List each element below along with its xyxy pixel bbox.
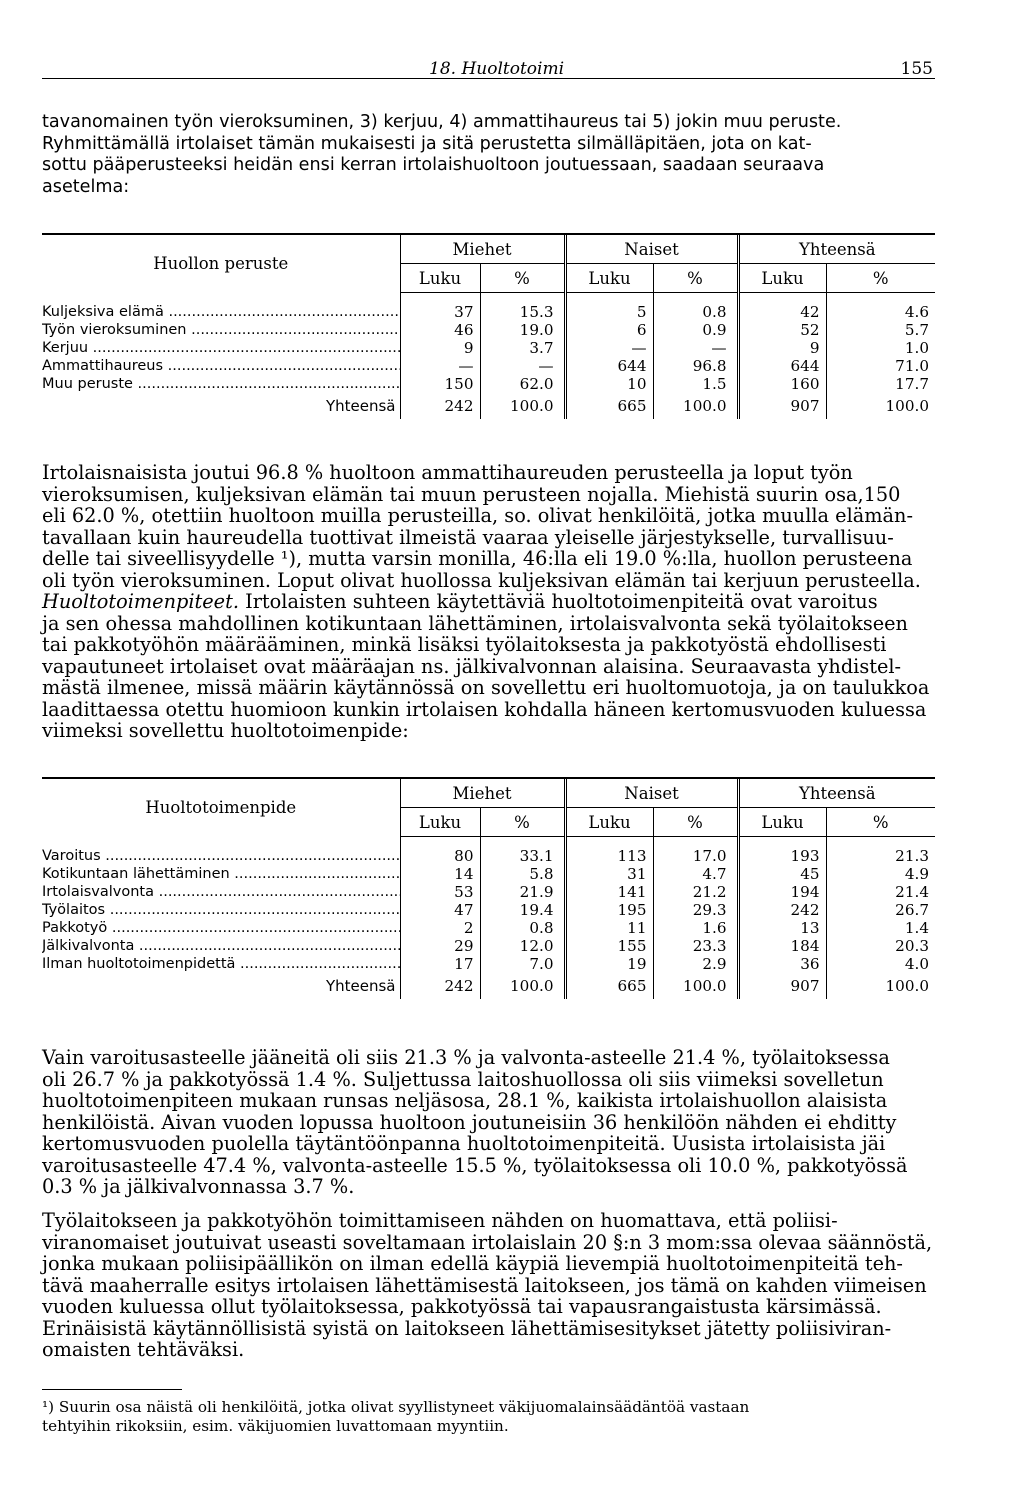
cell: 53 [400, 883, 480, 901]
stub-header: Huoltotoimenpide [42, 779, 400, 837]
chapter-title: 18. Huoltotoimi [429, 59, 565, 79]
row-label: Jälkivalvonta [42, 938, 135, 954]
cell: 13 [738, 919, 826, 937]
cell: 33.1 [480, 847, 565, 865]
cell: 184 [738, 937, 826, 955]
cell: 3.7 [480, 339, 565, 357]
row-label: Ilman huoltotoimenpidettä [42, 956, 236, 972]
paragraph-women-men: Irtolaisnaisista joutui 96.8 % huoltoon ammattihaureuden perusteella ja loput työn vieroksumisen, kuljeksivan elämän tai muun perusteen nojalla. Miehistä suurin osa,150 eli 62.0 %, otettiin huoltoon muilla perusteilla, so. olivat henkilöitä, jotka muulla elämän- tavallaan kuin haureudella tuottivat ilmeistä vaaraa yleiselle järjestykselle, turvallisuu- delle tai siveellisyydelle ¹), mutta varsin monilla, 46:lla eli 19.0 %:lla, huollon perusteena oli työn vieroksuminen. Loput olivat huollossa kuljeksivan elämän tai kerjuun perusteella. [42, 461, 921, 592]
cell: — [565, 339, 653, 357]
group-header-women: Naiset [565, 779, 738, 808]
cell: 96.8 [653, 357, 738, 375]
cell: 45 [738, 865, 826, 883]
cell: 242 [738, 901, 826, 919]
cell: 195 [565, 901, 653, 919]
cell: 113 [565, 847, 653, 865]
cell: 100.0 [653, 973, 738, 999]
row-label: Irtolaisvalvonta [42, 884, 154, 900]
cell: 150 [400, 375, 480, 393]
stub-header: Huollon peruste [42, 235, 400, 293]
table-row [42, 901, 935, 919]
cell: — [653, 339, 738, 357]
cell: 242 [400, 393, 480, 419]
cell: 4.6 [904, 303, 929, 321]
table-row [42, 303, 935, 321]
cell: 160 [738, 375, 826, 393]
table-row [42, 937, 935, 955]
cell: 5 [565, 303, 653, 321]
column-header: Luku [400, 808, 480, 837]
cell: 12.0 [480, 937, 565, 955]
cell: 1.5 [653, 375, 738, 393]
cell: 665 [565, 393, 653, 419]
cell: 9 [738, 339, 826, 357]
cell: 52 [738, 321, 826, 339]
cell: 155 [565, 937, 653, 955]
column-header: % [653, 808, 738, 837]
footnote-divider [42, 1389, 182, 1390]
group-header-total: Yhteensä [738, 235, 935, 264]
cell: 100.0 [885, 977, 929, 995]
cell: 20.3 [895, 937, 929, 955]
cell: 21.9 [480, 883, 565, 901]
cell: 17 [400, 955, 480, 973]
paragraph-measure-shares: Vain varoitusasteelle jääneitä oli siis 21.3 % ja valvonta-asteelle 21.4 %, työlaitoksessa oli 26.7 % ja pakkotyössä 1.4 %. Suljettussa laitoshuollossa oli siis viimeksi sovelletun huoltotoimenpiteen mukaan runsas neljäsosa, 28.1 %, kaikista irtolaishuollon alaisista henkilöistä. Aivan vuoden lopussa huoltoon joutuneisiin 36 henkilöön nähden ei ehditty kertomusvuoden puolella täytäntöönpanna huoltotoimenpiteitä. Uusista irtolaisista jäi varoitusasteelle 47.4 %, valvonta-asteelle 15.5 %, työlaitoksessa oli 10.0 %, pakkotyössä 0.3 % ja jälkivalvonnassa 3.7 %. [42, 1046, 908, 1198]
table-row [42, 883, 935, 901]
cell: 2 [400, 919, 480, 937]
cell: — [400, 357, 480, 375]
page-number: 155 [900, 59, 933, 79]
row-label: Työn vieroksuminen [42, 322, 187, 338]
intro-paragraph: tavanomainen työn vieroksuminen, 3) kerjuu, 4) ammattihaureus tai 5) jokin muu peruste. Ryhmittämällä irtolaiset tämän mukaisesti ja sitä perustetta silmälläpitäen, jota on kat- sottu pääperusteeksi heidän ensi kerran irtolaishuoltoon joutuessaan, saadaan seuraava asetelma: [42, 112, 842, 197]
paragraph-care-measures [42, 591, 935, 742]
cell: 1.6 [653, 919, 738, 937]
cell: 6 [565, 321, 653, 339]
cell: 100.0 [480, 393, 565, 419]
total-row [42, 973, 935, 999]
cell: 26.7 [895, 901, 929, 919]
cell: 37 [400, 303, 480, 321]
cell: 19.4 [480, 901, 565, 919]
group-header-women: Naiset [565, 235, 738, 264]
row-label: Muu peruste [42, 376, 133, 392]
cell: 644 [738, 357, 826, 375]
paragraph-text: Irtolaisten suhteen käytettäviä huoltotoimenpiteitä ovat varoitus ja sen ohessa mahdollinen kotikuntaan lähettäminen, irtolaisvalvonta sekä työlaitokseen tai pakkotyöhön määrääminen, minkä lisäksi työlaitoksesta ja pakkotyöstä ehdollisesti vapautuneet irtolaiset ovat määräajan ns. jälkivalvonnan alaisina. Seuraavasta yhdistel- mästä ilmenee, missä määrin käytännössä on sovellettu eri huoltomuotoja, ja on taulukkoa laadittaessa otettu huomioon kunkin irtolaisen kohdalla häneen kertomusvuoden kuluessa viimeksi sovellettu huoltotoimenpide: [42, 590, 930, 742]
cell: 10 [565, 375, 653, 393]
row-label: Pakkotyö [42, 920, 108, 936]
cell: 100.0 [653, 393, 738, 419]
cell: 42 [738, 303, 826, 321]
table-row [42, 919, 935, 937]
cell: 100.0 [480, 973, 565, 999]
cell: 19 [565, 955, 653, 973]
cell: 62.0 [480, 375, 565, 393]
column-header: Luku [565, 808, 653, 837]
cell: 0.8 [480, 919, 565, 937]
cell: 0.9 [653, 321, 738, 339]
column-header: Luku [738, 808, 826, 837]
column-header: Luku [565, 264, 653, 293]
running-head [42, 58, 935, 79]
cell: 21.3 [895, 847, 929, 865]
table-row [42, 339, 935, 357]
cell: 21.2 [653, 883, 738, 901]
cell: 194 [738, 883, 826, 901]
column-header: % [480, 264, 565, 293]
group-header-men: Miehet [400, 779, 565, 808]
total-row [42, 393, 935, 419]
cell: 5.8 [480, 865, 565, 883]
cell: 242 [400, 973, 480, 999]
cell: 15.3 [480, 303, 565, 321]
row-label: Kuljeksiva elämä [42, 304, 164, 320]
cell: 80 [400, 847, 480, 865]
cell: 17.0 [653, 847, 738, 865]
cell: 0.8 [653, 303, 738, 321]
cell: 21.4 [895, 883, 929, 901]
section-heading: Huoltotoimenpiteet. [42, 590, 239, 613]
cell: 11 [565, 919, 653, 937]
cell: 7.0 [480, 955, 565, 973]
total-label: Yhteensä [42, 973, 400, 999]
column-header: Luku [738, 264, 826, 293]
group-header-total: Yhteensä [738, 779, 935, 808]
cell: 1.0 [904, 339, 929, 357]
cell: 23.3 [653, 937, 738, 955]
row-label: Työlaitos [42, 902, 106, 918]
footnote: ¹) Suurin osa näistä oli henkilöitä, jotka olivat syyllistyneet väkijuomalainsäädäntöä vastaan tehtyihin rikoksiin, esim. väkijuomien luvattomaan myyntiin. [42, 1398, 750, 1435]
column-header: % [826, 264, 935, 293]
cell: 17.7 [895, 375, 929, 393]
cell: 29 [400, 937, 480, 955]
cell: — [480, 357, 565, 375]
cell: 71.0 [895, 357, 929, 375]
cell: 46 [400, 321, 480, 339]
cell: 29.3 [653, 901, 738, 919]
row-label: Varoitus [42, 848, 101, 864]
column-header: % [653, 264, 738, 293]
paragraph-police-authorities: Työlaitokseen ja pakkotyöhön toimittamiseen nähden on huomattava, että poliisi- viranomaiset joutuivat useasti soveltamaan irtolaislain 20 §:n 3 mom:ssa olevaa säännöstä, jonka mukaan poliisipäällikön on ilman edellä käypiä lievempiä huoltotoimenpiteitä teh- tävä maaherralle esitys irtolaisen lähettämisestä laitokseen, jos tämä on kahden viimeisen vuoden kuluessa ollut työlaitoksessa, pakkotyössä tai vapausrangaistusta kärsimässä. Erinäisistä käytännöllisistä syistä on laitokseen lähettämisesitykset jätetty poliisiviran- omaisten tehtäväksi. [42, 1209, 933, 1361]
table-row [42, 357, 935, 375]
cell: 1.4 [904, 919, 929, 937]
cell: 4.9 [904, 865, 929, 883]
group-header-men: Miehet [400, 235, 565, 264]
cell: 100.0 [885, 397, 929, 415]
row-label: Kotikuntaan lähettäminen [42, 866, 230, 882]
cell: 193 [738, 847, 826, 865]
cell: 2.9 [653, 955, 738, 973]
cell: 141 [565, 883, 653, 901]
cell: 907 [738, 393, 826, 419]
cell: 4.0 [904, 955, 929, 973]
cell: 9 [400, 339, 480, 357]
column-header: % [826, 808, 935, 837]
table-row [42, 865, 935, 883]
cell: 36 [738, 955, 826, 973]
total-label: Yhteensä [42, 393, 400, 419]
row-label: Kerjuu [42, 340, 89, 356]
row-label: Ammattihaureus [42, 358, 164, 374]
table-row [42, 847, 935, 865]
cell: 19.0 [480, 321, 565, 339]
column-header: % [480, 808, 565, 837]
table-care-grounds [42, 233, 935, 419]
cell: 665 [565, 973, 653, 999]
cell: 47 [400, 901, 480, 919]
table-row [42, 955, 935, 973]
column-header: Luku [400, 264, 480, 293]
cell: 644 [565, 357, 653, 375]
cell: 4.7 [653, 865, 738, 883]
cell: 5.7 [904, 321, 929, 339]
table-care-measures [42, 777, 935, 999]
cell: 31 [565, 865, 653, 883]
table-row [42, 321, 935, 339]
cell: 907 [738, 973, 826, 999]
table-row [42, 375, 935, 393]
cell: 14 [400, 865, 480, 883]
